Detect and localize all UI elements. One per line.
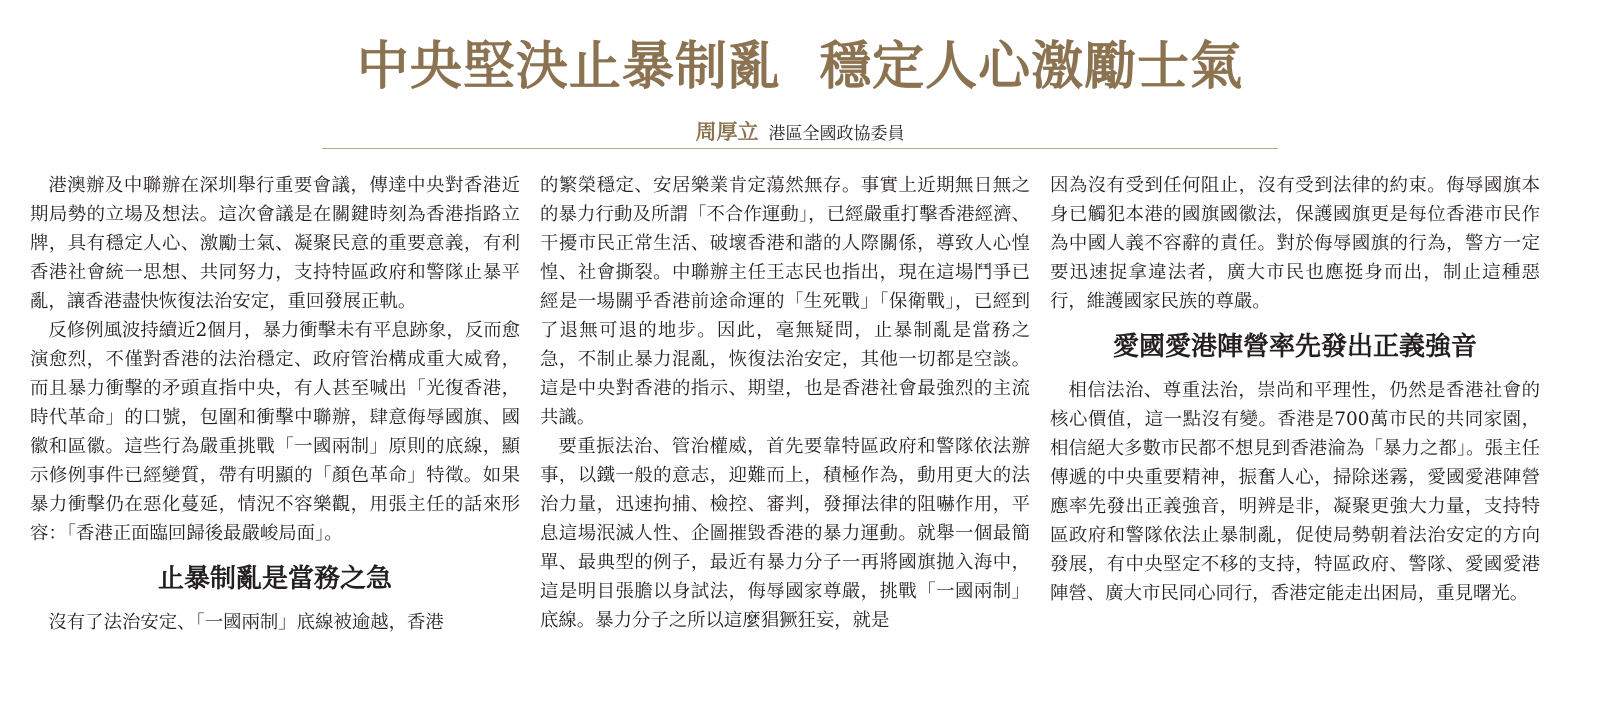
subheading-1: 止暴制亂是當務之急: [157, 564, 392, 594]
paragraph-3-start: 沒有了法治安定、「一國兩制」底線被逾越，香港: [48, 612, 444, 633]
header-divider: [322, 148, 1278, 149]
column-2: [540, 171, 1030, 635]
paragraph-5: 相信法治、尊重法治，崇尚和平理性，仍然是香港社會的核心價值，這一點沒有變。香港是700萬市民的共同家園，相信絕大多數市民都不想見到香港淪為「暴力之都」。張主任傳遞的中央重要精神，振奮人心，掃除迷霧，愛國愛港陣營應率先發出正義強音，明辨是非，凝聚更強大力量，支持特區政府和警隊依法止暴制亂，促使局勢朝着法治安定的方向發展，有中央堅定不移的支持，特區政府、警隊、愛國愛港陣營、廣大市民同心同行，香港定能走出困局，重見曙光。: [1050, 380, 1540, 604]
column-1: [30, 171, 520, 637]
author-name: 周厚立: [695, 120, 759, 144]
column-3: [1050, 171, 1540, 608]
author-title: 港區全國政協委員: [768, 124, 905, 144]
paragraph-4: 要重振法治、管治權威，首先要靠特區政府和警隊依法辦事，以鐵一般的意志，迎難而上，積極作為，動用更大的法治力量，迅速拘捕、檢控、審判，發揮法律的阻嚇作用，平息這場泯滅人性、企圖摧毀香港的暴力運動。就舉一個最簡單、最典型的例子，最近有暴力分子一再將國旗拋入海中，這是明目張膽以身試法，侮辱國家尊嚴，挑戰「一國兩制」底線。暴力分子之所以這麼猖獗狂妄，就是: [540, 436, 1030, 631]
paragraph-3-continued: 的繁榮穩定、安居樂業肯定蕩然無存。事實上近期無日無之的暴力行動及所謂「不合作運動」，已經嚴重打擊香港經濟、干擾市民正常生活、破壞香港和諧的人際關係，導致人心惶惶、社會撕裂。中聯辦主任王志民也指出，現在這場鬥爭已經是一場關乎香港前途命運的「生死戰」「保衛戰」，已經到了退無可退的地步。因此，毫無疑問，止暴制亂是當務之急，不制止暴力混亂，恢復法治安定，其他一切都是空談。這是中央對香港的指示、期望，也是香港社會最強烈的主流共識。: [540, 175, 1030, 428]
paragraph-2: 反修例風波持續近2個月，暴力衝擊未有平息跡象，反而愈演愈烈，不僅對香港的法治穩定、政府管治構成重大威脅，而且暴力衝擊的矛頭直指中央，有人甚至喊出「光復香港，時代革命」的口號，包圍和衝擊中聯辦，肆意侮辱國旗、國徽和區徽。這些行為嚴重挑戰「一國兩制」原則的底線，顯示修例事件已經變質，帶有明顯的「顏色革命」特徵。如果暴力衝擊仍在惡化蔓延，情況不容樂觀，用張主任的話來形容：「香港正面臨回歸後最嚴峻局面」。: [30, 320, 520, 544]
byline: [0, 118, 1600, 148]
paragraph-4-continued: 因為沒有受到任何阻止，沒有受到法律的約束。侮辱國旗本身已觸犯本港的國旗國徽法，保護國旗更是每位香港市民作為中國人義不容辭的責任。對於侮辱國旗的行為，警方一定要迅速捉拿違法者，廣大市民也應挺身而出，制止這種惡行，維護國家民族的尊嚴。: [1050, 175, 1540, 312]
subheading-2: 愛國愛港陣營率先發出正義強音: [1112, 332, 1477, 362]
headline: 中央堅決止暴制亂 穩定人心激勵士氣: [356, 37, 1244, 97]
paragraph-1: 港澳辦及中聯辦在深圳舉行重要會議，傳達中央對香港近期局勢的立場及想法。這次會議是在關鍵時刻為香港指路立牌，具有穩定人心、激勵士氣、凝聚民意的重要意義，有利香港社會統一思想、共同努力，支持特區政府和警隊止暴平亂，讓香港盡快恢復法治安定，重回發展正軌。: [30, 175, 520, 312]
